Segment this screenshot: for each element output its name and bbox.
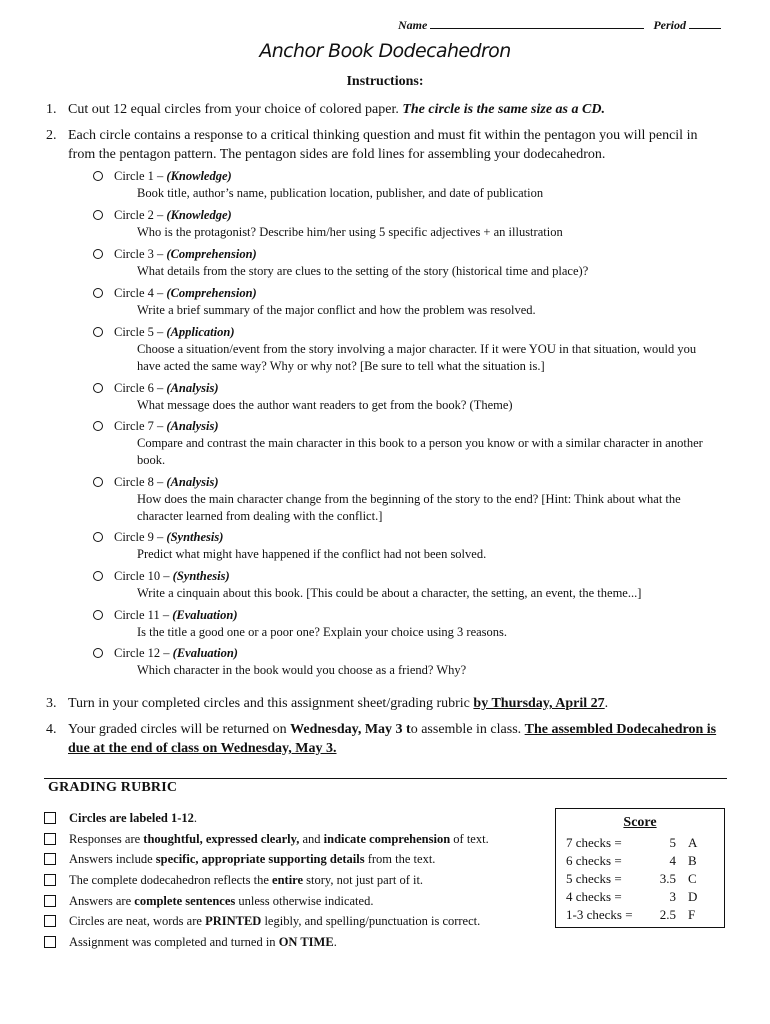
score-row bbox=[566, 907, 716, 925]
step-number: 3. bbox=[46, 696, 57, 711]
circle-bullet-icon bbox=[93, 477, 103, 487]
circle-label: Circle 4 – (Comprehension) bbox=[114, 286, 257, 300]
circle-bullet-icon bbox=[93, 571, 103, 581]
checkbox-icon[interactable] bbox=[44, 915, 56, 927]
rubric-text: The complete dodecahedron reflects the entire story, not just part of it. bbox=[69, 873, 424, 887]
score-title: Score bbox=[623, 815, 657, 830]
step-number: 4. bbox=[46, 722, 57, 737]
circle-description: Who is the protagonist? Describe him/her using 5 specific adjectives + an illustration bbox=[137, 225, 563, 239]
circle-description: Compare and contrast the main character in this book to a person you know or with a similar character in another book. bbox=[137, 436, 703, 467]
name-label: Name bbox=[398, 18, 428, 32]
circle-description: Which character in the book would you choose as a friend? Why? bbox=[137, 663, 467, 677]
circle-level: (Application) bbox=[166, 325, 235, 339]
name-blank bbox=[430, 18, 644, 29]
circle-bullet-icon bbox=[93, 383, 103, 393]
circle-level: (Synthesis) bbox=[172, 569, 230, 583]
checkbox-icon[interactable] bbox=[44, 936, 56, 948]
circle-label: Circle 12 – (Evaluation) bbox=[114, 646, 238, 660]
due-date: by Thursday, April 27 bbox=[473, 696, 605, 711]
period-blank bbox=[689, 18, 721, 29]
circle-bullet-icon bbox=[93, 532, 103, 542]
checkbox-icon[interactable] bbox=[44, 895, 56, 907]
circle-description: Is the title a good one or a poor one? Explain your choice using 3 reasons. bbox=[137, 625, 508, 639]
circle-description: Predict what might have happened if the conflict had not been solved. bbox=[137, 547, 487, 561]
rubric-text: Responses are thoughtful, expressed clearly, and indicate comprehension of text. bbox=[69, 832, 489, 846]
score-table bbox=[555, 808, 725, 928]
score-row bbox=[566, 889, 716, 907]
score-checks: 5 checks = bbox=[566, 871, 622, 886]
circle-level: (Analysis) bbox=[166, 475, 219, 489]
circle-label: Circle 5 – (Application) bbox=[114, 325, 235, 339]
score-row bbox=[566, 835, 716, 853]
circle-level: (Evaluation) bbox=[172, 646, 238, 660]
circle-level: (Comprehension) bbox=[166, 247, 257, 261]
circle-description: Book title, author’s name, publication location, publisher, and date of publication bbox=[137, 186, 544, 200]
step-text: Your graded circles will be returned on Wednesday, May 3 to assemble in class. The assembled Dodecahedron is due at the end of class on Wednesday, May 3. bbox=[68, 722, 717, 756]
score-points: 4 bbox=[669, 853, 676, 868]
circle-bullet-icon bbox=[93, 327, 103, 337]
score-grade: C bbox=[688, 871, 697, 886]
rubric-text: Assignment was completed and turned in ON TIME. bbox=[69, 935, 337, 949]
circle-description: Write a cinquain about this book. [This could be about a character, the setting, an event, the theme...] bbox=[137, 586, 642, 600]
step-text: Each circle contains a response to a critical thinking question and must fit within the pentagon you will pencil in from the pentagon pattern. The pentagon sides are fold lines for assembling your dodecahedron. bbox=[68, 128, 698, 162]
circle-bullet-icon bbox=[93, 288, 103, 298]
checkbox-icon[interactable] bbox=[44, 853, 56, 865]
score-checks: 7 checks = bbox=[566, 835, 622, 850]
circle-level: (Evaluation) bbox=[172, 608, 238, 622]
circle-description: Choose a situation/event from the story involving a major character. If it were YOU in that situation, would you have acted the same way? Why or why not? [Be sure to tell what the situation is.] bbox=[137, 342, 697, 373]
score-points: 5 bbox=[669, 835, 676, 850]
circle-label: Circle 6 – (Analysis) bbox=[114, 381, 219, 395]
circle-level: (Comprehension) bbox=[166, 286, 257, 300]
circle-bullet-icon bbox=[93, 249, 103, 259]
circle-description: What details from the story are clues to the setting of the story (historical time and place)? bbox=[137, 264, 589, 278]
circle-bullet-icon bbox=[93, 421, 103, 431]
rubric-text: Circles are neat, words are PRINTED legibly, and spelling/punctuation is correct. bbox=[69, 914, 481, 928]
circle-label: Circle 3 – (Comprehension) bbox=[114, 247, 257, 261]
checkbox-icon[interactable] bbox=[44, 812, 56, 824]
rubric-text: Answers are complete sentences unless otherwise indicated. bbox=[69, 894, 374, 908]
circle-level: (Analysis) bbox=[166, 381, 219, 395]
circle-label: Circle 10 – (Synthesis) bbox=[114, 569, 230, 583]
circle-label: Circle 11 – (Evaluation) bbox=[114, 608, 238, 622]
score-row bbox=[566, 871, 716, 889]
rubric-text: Circles are labeled 1-12. bbox=[69, 811, 197, 825]
circle-label: Circle 7 – (Analysis) bbox=[114, 419, 219, 433]
checkbox-icon[interactable] bbox=[44, 874, 56, 886]
rubric-divider bbox=[44, 778, 727, 779]
score-row bbox=[566, 853, 716, 871]
step-number: 2. bbox=[46, 128, 57, 143]
score-points: 3 bbox=[669, 889, 676, 904]
circle-level: (Knowledge) bbox=[166, 169, 232, 183]
page-title: Anchor Book Dodecahedron bbox=[259, 40, 511, 62]
circle-level: (Synthesis) bbox=[166, 530, 224, 544]
rubric-title: GRADING RUBRIC bbox=[48, 780, 178, 795]
circle-label: Circle 8 – (Analysis) bbox=[114, 475, 219, 489]
circle-bullet-icon bbox=[93, 610, 103, 620]
instructions-heading: Instructions: bbox=[346, 74, 424, 89]
circle-description: What message does the author want readers to get from the book? (Theme) bbox=[137, 398, 513, 412]
step-text: Cut out 12 equal circles from your choice of colored paper. The circle is the same size as a CD. bbox=[68, 102, 605, 117]
score-checks: 6 checks = bbox=[566, 853, 622, 868]
circle-label: Circle 9 – (Synthesis) bbox=[114, 530, 224, 544]
step-text: Turn in your completed circles and this assignment sheet/grading rubric by Thursday, April 27. bbox=[68, 696, 609, 711]
score-points: 2.5 bbox=[659, 907, 676, 922]
name-period-line bbox=[398, 18, 721, 33]
score-checks: 4 checks = bbox=[566, 889, 622, 904]
circle-level: (Knowledge) bbox=[166, 208, 232, 222]
period-label: Period bbox=[653, 18, 686, 32]
score-checks: 1-3 checks = bbox=[566, 907, 633, 922]
circle-label: Circle 1 – (Knowledge) bbox=[114, 169, 232, 183]
assembled-due-date: The assembled Dodecahedron is due at the end of class on Wednesday, May 3. bbox=[68, 722, 717, 756]
score-grade: B bbox=[688, 853, 697, 868]
rubric-text: Answers include specific, appropriate supporting details from the text. bbox=[69, 852, 436, 866]
checkbox-icon[interactable] bbox=[44, 833, 56, 845]
circle-bullet-icon bbox=[93, 210, 103, 220]
circle-bullet-icon bbox=[93, 171, 103, 181]
step-emphasis: The circle is the same size as a CD. bbox=[402, 102, 605, 117]
step-number: 1. bbox=[46, 102, 57, 117]
circle-level: (Analysis) bbox=[166, 419, 219, 433]
score-grade: D bbox=[688, 889, 698, 904]
score-grade: A bbox=[688, 835, 698, 850]
circle-description: How does the main character change from the beginning of the story to the end? [Hint: Think about what the character learned from dealing with the conflict.] bbox=[137, 492, 681, 523]
circle-description: Write a brief summary of the major conflict and how the problem was resolved. bbox=[137, 303, 536, 317]
score-points: 3.5 bbox=[659, 871, 676, 886]
score-grade: F bbox=[688, 907, 696, 922]
circle-label: Circle 2 – (Knowledge) bbox=[114, 208, 232, 222]
circle-bullet-icon bbox=[93, 648, 103, 658]
